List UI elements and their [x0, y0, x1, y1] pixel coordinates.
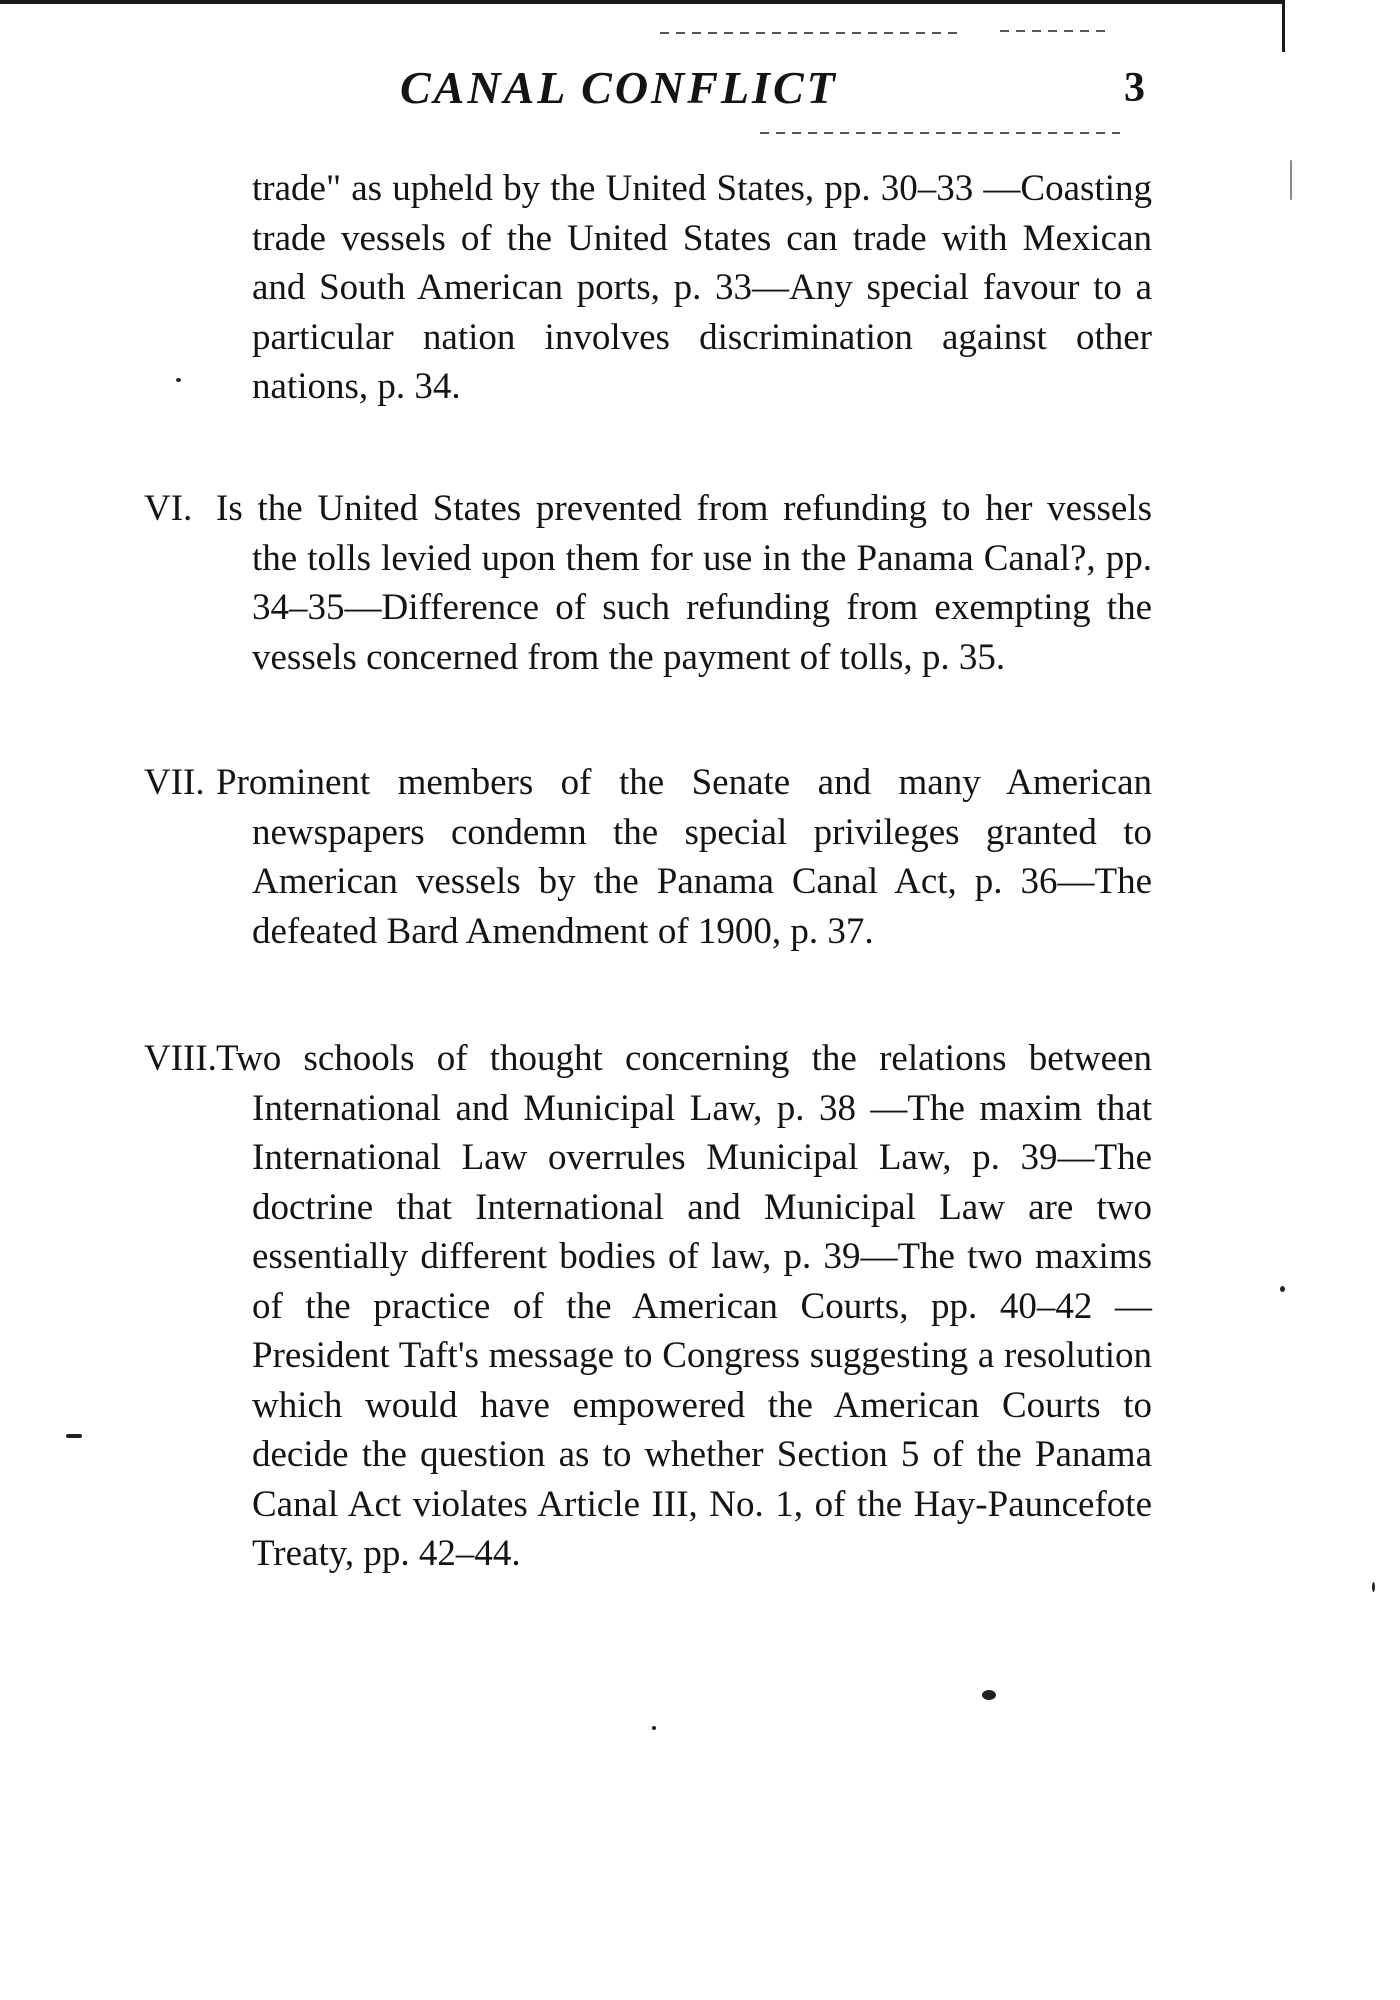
section-text: Is the United States prevented from refunding to her vessels the tolls levied upon them for use in the Panama Canal?, pp. 34–35—Difference of such refunding from exempting the vessels concerned from the payment of tolls, p. 35.: [216, 488, 1152, 678]
continuation-paragraph: trade" as upheld by the United States, pp. 30–33 —Coasting trade vessels of the United States can trade with Mexican and South American ports, p. 33—Any special favour to a particular nation involves discrimination against other nations, p. 34.: [252, 168, 1152, 407]
scan-speck: [982, 1690, 996, 1700]
scan-speck: [66, 1434, 82, 1438]
section-vii: [144, 758, 1152, 956]
scan-speck: [1280, 1286, 1285, 1292]
scan-speck: [1290, 160, 1292, 200]
scan-edge-top: [0, 0, 1285, 4]
scan-speck: [652, 1726, 656, 1730]
section-text: Two schools of thought concerning the relations between International and Municipal Law, p. 38 —The maxim that International Law overrules Municipal Law, p. 39—The doctrine that International and Municipal Law are two essentially different bodies of law, p. 39—The two maxims of the practice of the American Courts, pp. 40–42 —President Taft's message to Congress suggesting a resolution which would have empowered the American Courts to decide the question as to whether Section 5 of the Panama Canal Act violates Article III, No. 1, of the Hay-Pauncefote Treaty, pp. 42–44.: [216, 1038, 1152, 1574]
section-numeral: VI.: [144, 488, 193, 529]
page-number: 3: [1124, 65, 1145, 111]
section-numeral: VIII.: [144, 1038, 217, 1079]
scan-dash-under-header: [760, 132, 1120, 134]
section-text: Prominent members of the Senate and many American newspapers condemn the special privileges granted to American vessels by the Panama Canal Act, p. 36—The defeated Bard Amendment of 1900, p. 37.: [216, 762, 1152, 952]
section-vi: [144, 484, 1152, 682]
scan-speck: [1372, 1582, 1375, 1592]
running-head: [0, 58, 1400, 118]
scan-dash-top: [660, 32, 960, 34]
section-viii: [144, 1034, 1152, 1579]
scan-speck: [176, 378, 181, 382]
section-numeral: VII.: [144, 762, 205, 803]
scan-edge-right: [1282, 0, 1285, 52]
running-title: CANAL CONFLICT: [400, 62, 838, 113]
scan-dash-top-right: [1000, 30, 1110, 32]
